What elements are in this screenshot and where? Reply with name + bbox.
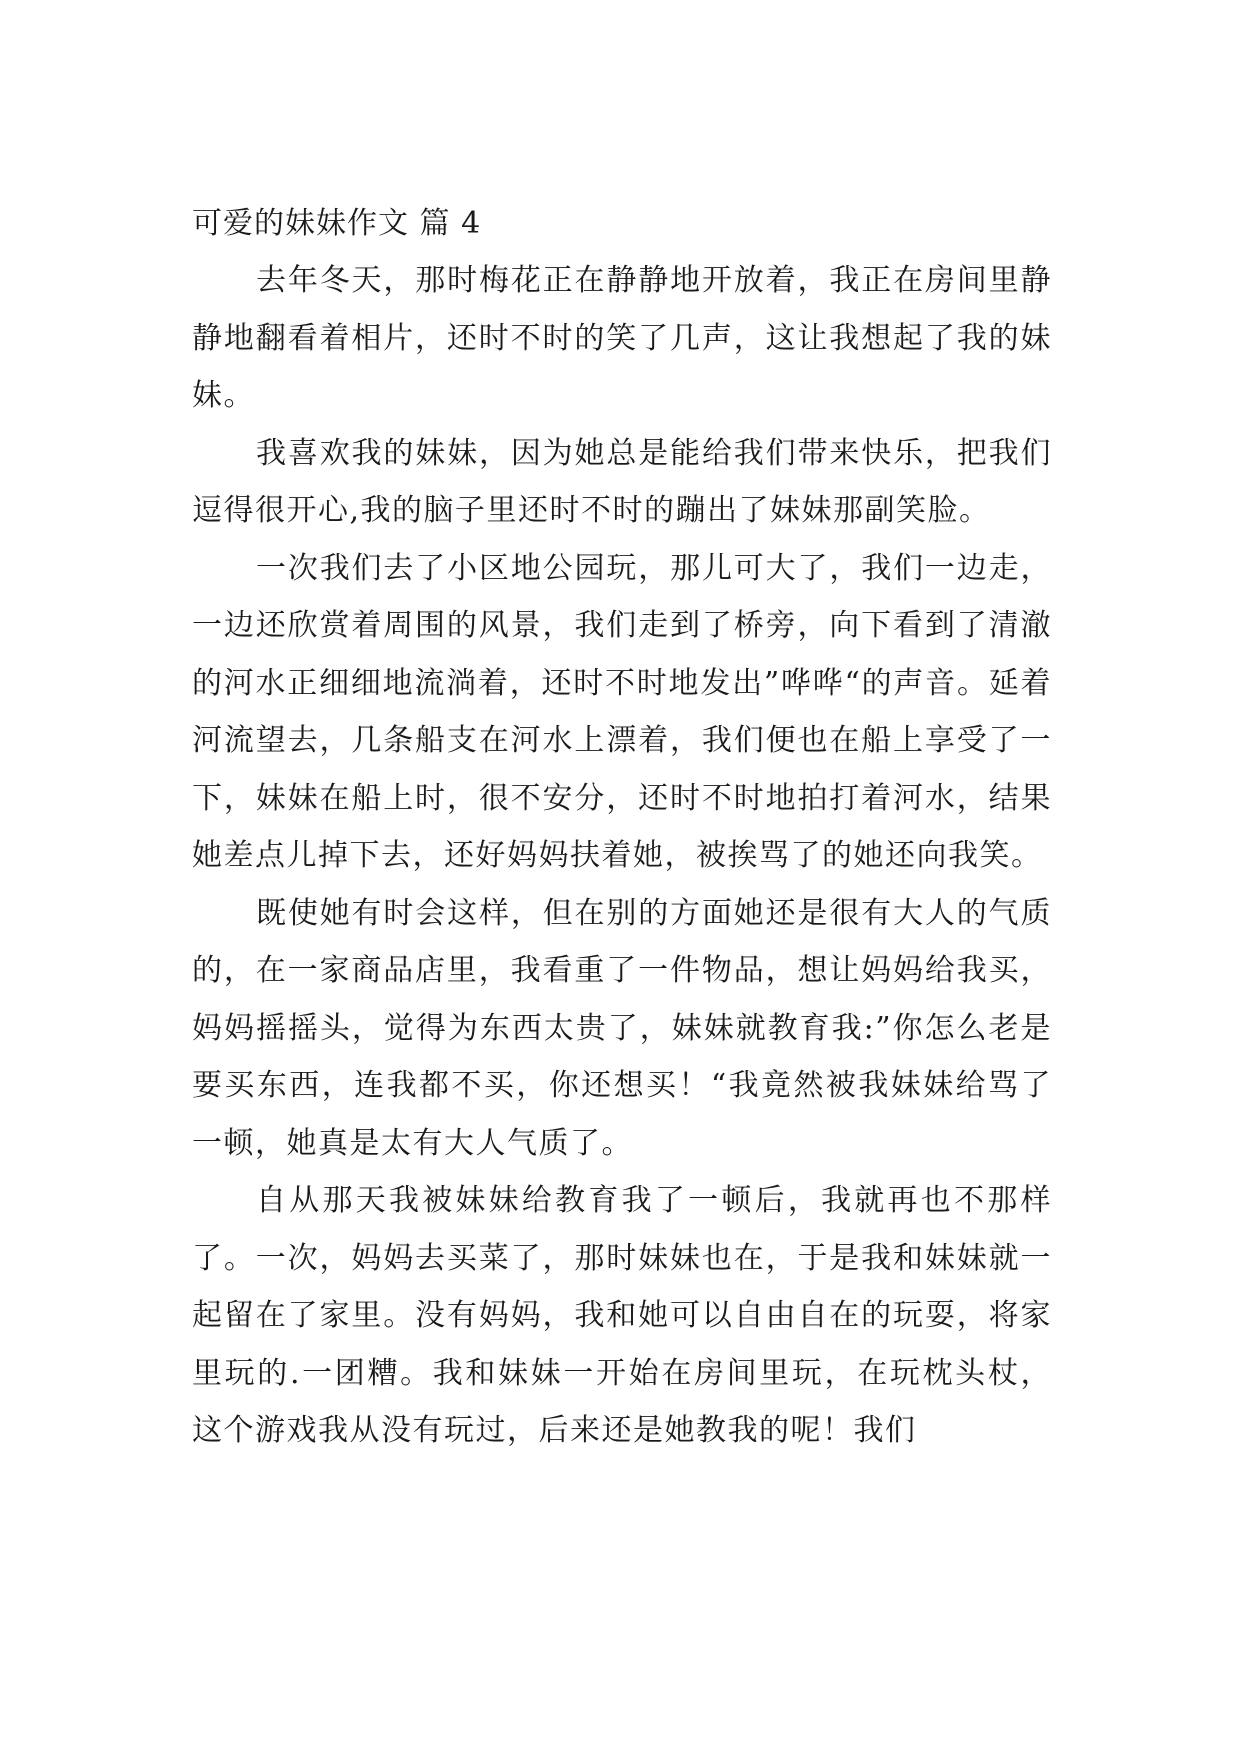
paragraph-5: 自从那天我被妹妹给教育我了一顿后，我就再也不那样了。一次，妈妈去买菜了，那时妹妹也在，于是我和妹妹就一起留在了家里。没有妈妈，我和她可以自由自在的玩耍，将家里玩的.一团糟。我和妹妹一开始在房间里玩，在玩枕头杖，这个游戏我从没有玩过，后来还是她教我的呢！我们 bbox=[192, 1183, 1052, 1448]
paragraph-2: 我喜欢我的妹妹，因为她总是能给我们带来快乐，把我们逗得很开心,我的脑子里还时不时的蹦出了妹妹那副笑脸。 bbox=[192, 435, 1052, 528]
document-body bbox=[192, 196, 1052, 1460]
paragraph-3: 一次我们去了小区地公园玩，那儿可大了，我们一边走，一边还欣赏着周围的风景，我们走到了桥旁，向下看到了清澈的河水正细细地流淌着，还时不时地发出”哗哗“的声音。延着河流望去，几条船支在河水上漂着，我们便也在船上享受了一下，妹妹在船上时，很不安分，还时不时地拍打着河水，结果她差点儿掉下去，还好妈妈扶着她，被挨骂了的她还向我笑。 bbox=[192, 550, 1052, 873]
document-title: 可爱的妹妹作文 篇 4 bbox=[192, 206, 482, 241]
paragraph-1: 去年冬天，那时梅花正在静静地开放着，我正在房间里静静地翻看着相片，还时不时的笑了几声，这让我想起了我的妹妹。 bbox=[192, 263, 1052, 413]
paragraph-4: 既使她有时会这样，但在别的方面她还是很有大人的气质的，在一家商品店里，我看重了一件物品，想让妈妈给我买，妈妈摇摇头，觉得为东西太贵了，妹妹就教育我:”你怎么老是要买东西，连我都不买，你还想买！“我竟然被我妹妹给骂了一顿，她真是太有大人气质了。 bbox=[192, 895, 1052, 1161]
